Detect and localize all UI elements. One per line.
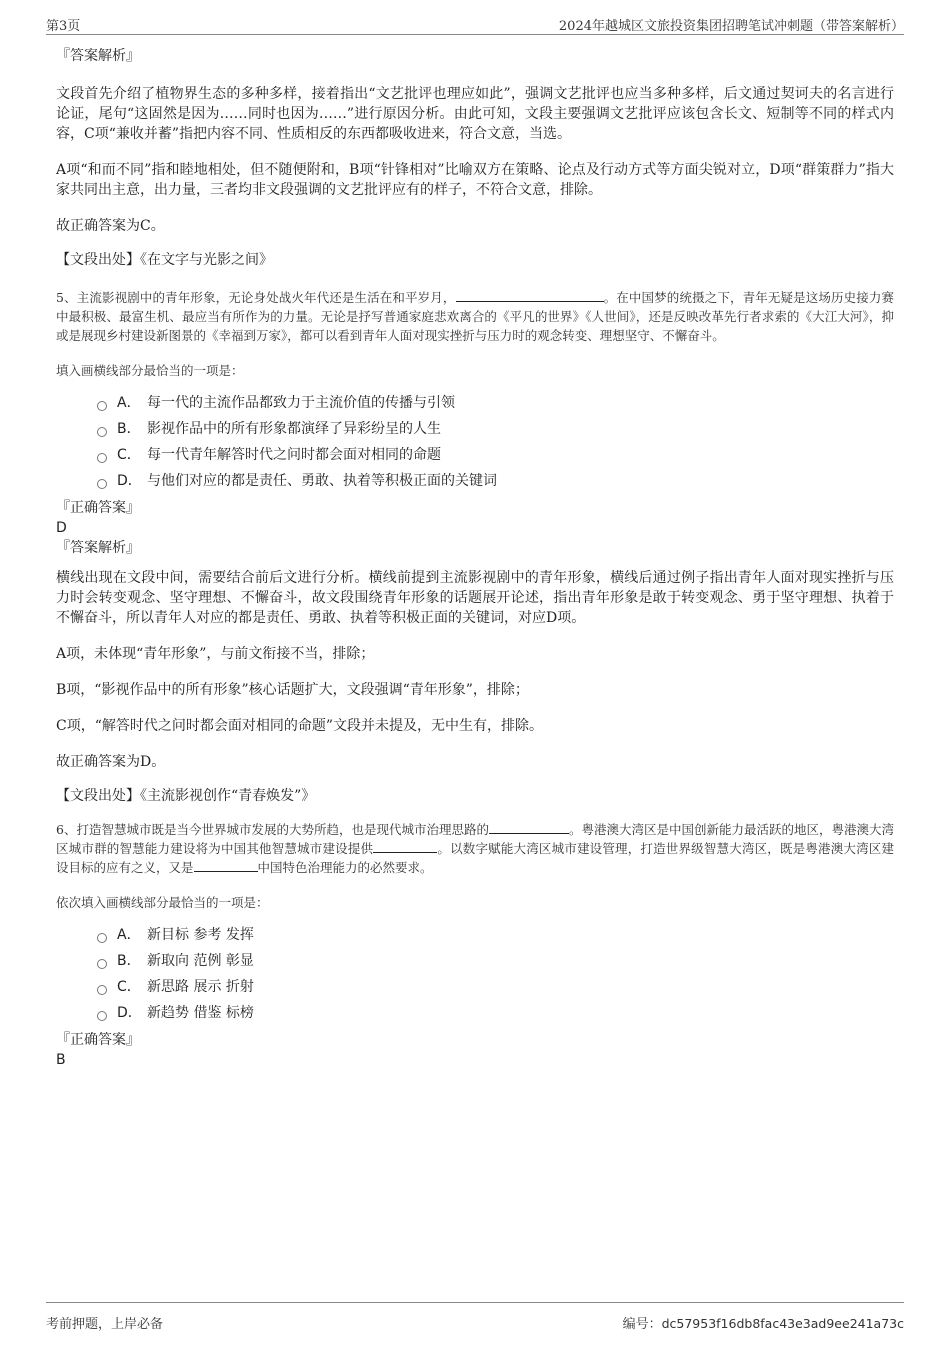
option-c[interactable]: C． 每一代青年解答时代之问时都会面对相同的命题: [97, 442, 894, 468]
analysis-label: 『答案解析』: [56, 540, 140, 556]
fill-blank: [373, 840, 437, 853]
analysis-paragraph: A项，未体现“青年形象”，与前文衔接不当，排除；: [56, 646, 375, 662]
analysis-paragraph: 文段首先介绍了植物界生态的多种多样，接着指出“文艺批评也理应如此”，强调文艺批评也应当多种多样，后文通过契诃夫的名言进行论证，尾句“这固然是因为……同时也因为……”进行原因分析。由此可知，文段主要强调文艺批评应该包含长文、短制等不同的样式内容，C项“兼收并蓄”指把内容不同、性质相反的东西都吸收进来，符合文意，当选。: [56, 86, 894, 142]
fill-blank: [456, 289, 604, 302]
analysis-paragraph: A项“和而不同”指和睦地相处，但不随便附和，B项“针锋相对”比喻双方在策略、论点及行动方式等方面尖锐对立，D项“群策群力”指大家共同出主意，出力量，三者均非文段强调的文艺批评应有的样子，不符合文意，排除。: [56, 162, 894, 198]
question-6-stem: 6、打造智慧城市既是当今世界城市发展的大势所趋，也是现代城市治理思路的 。粤港澳大湾区是中国创新能力最活跃的地区，粤港澳大湾区城市群的智慧能力建设将为中国其他智慧城市建设提供 。以数字赋能大湾区城市建设管理，打造世界级智慧大湾区，既是粤港澳大湾区建设目标的应有之义，又是 中国特色治理能力的必然要求。: [56, 822, 894, 875]
radio-icon[interactable]: [97, 959, 107, 969]
fill-blank: [489, 821, 569, 834]
question-5-options: [56, 390, 894, 494]
option-d[interactable]: D． 与他们对应的都是责任、勇敢、执着等积极正面的关键词: [97, 468, 894, 494]
source-citation: 【文段出处】《主流影视创作“青春焕发”》: [56, 788, 316, 804]
radio-icon[interactable]: [97, 933, 107, 943]
radio-icon[interactable]: [97, 1011, 107, 1021]
option-d[interactable]: D． 新趋势 借鉴 标榜: [97, 1000, 894, 1026]
option-b[interactable]: B． 新取向 范例 彰显: [97, 948, 894, 974]
radio-icon[interactable]: [97, 401, 107, 411]
radio-icon[interactable]: [97, 453, 107, 463]
analysis-label: 『答案解析』: [56, 48, 140, 64]
page-footer: [46, 1302, 904, 1333]
question-5-stem: 5、主流影视剧中的青年形象，无论身处战火年代还是生活在和平岁月， 。在中国梦的统摄之下，青年无疑是这场历史接力赛中最积极、最富生机、最应当有所作为的力量。无论是抒写普通家庭悲欢离合的《平凡的世界》《人世间》，还是反映改革先行者求索的《大江大河》，抑或是展现乡村建设新图景的《幸福到万家》，都可以看到青年人面对现实挫折与压力时的观念转变、理想坚守、不懈奋斗。: [56, 290, 894, 343]
analysis-paragraph: C项，“解答时代之问时都会面对相同的命题”文段并未提及，无中生有，排除。: [56, 718, 544, 734]
analysis-paragraph: 横线出现在文段中间，需要结合前后文进行分析。横线前提到主流影视剧中的青年形象，横线后通过例子指出青年人面对现实挫折与压力时会转变观念、坚守理想、不懈奋斗，故文段围绕青年形象的话题展开论述，指出青年形象是敢于转变观念、勇于坚守理想、执着于不懈奋斗，所以青年人对应的都是责任、勇敢、执着等积极正面的关键词，对应D项。: [56, 570, 894, 626]
option-a[interactable]: A． 新目标 参考 发挥: [97, 922, 894, 948]
question-5-prompt: 填入画横线部分最恰当的一项是：: [56, 363, 244, 378]
question-6-prompt: 依次填入画横线部分最恰当的一项是：: [56, 895, 269, 910]
answer-value: D: [56, 520, 67, 536]
option-c[interactable]: C． 新思路 展示 折射: [97, 974, 894, 1000]
source-citation: 【文段出处】《在文字与光影之间》: [56, 252, 273, 268]
page-number: 第3页: [46, 19, 81, 34]
document-title: 2024年越城区文旅投资集团招聘笔试冲刺题（带答案解析）: [558, 19, 904, 34]
main-content: [56, 40, 894, 1070]
radio-icon[interactable]: [97, 427, 107, 437]
answer-label: 『正确答案』: [56, 500, 140, 516]
conclusion: 故正确答案为C。: [56, 218, 165, 234]
answer-value: B: [56, 1052, 66, 1068]
answer-label: 『正确答案』: [56, 1032, 140, 1048]
option-a[interactable]: A． 每一代的主流作品都致力于主流价值的传播与引领: [97, 390, 894, 416]
radio-icon[interactable]: [97, 985, 107, 995]
page-header: [46, 14, 904, 35]
conclusion: 故正确答案为D。: [56, 754, 166, 770]
footer-slogan: 考前押题，上岸必备: [46, 1317, 164, 1332]
option-b[interactable]: B． 影视作品中的所有形象都演绎了异彩纷呈的人生: [97, 416, 894, 442]
analysis-paragraph: B项，“影视作品中的所有形象”核心话题扩大，文段强调“青年形象”，排除；: [56, 682, 529, 698]
question-6-options: [56, 922, 894, 1026]
radio-icon[interactable]: [97, 479, 107, 489]
fill-blank: [194, 859, 258, 872]
document-code: 编号：dc57953f16db8fac43e3ad9ee241a73c: [622, 1316, 904, 1332]
